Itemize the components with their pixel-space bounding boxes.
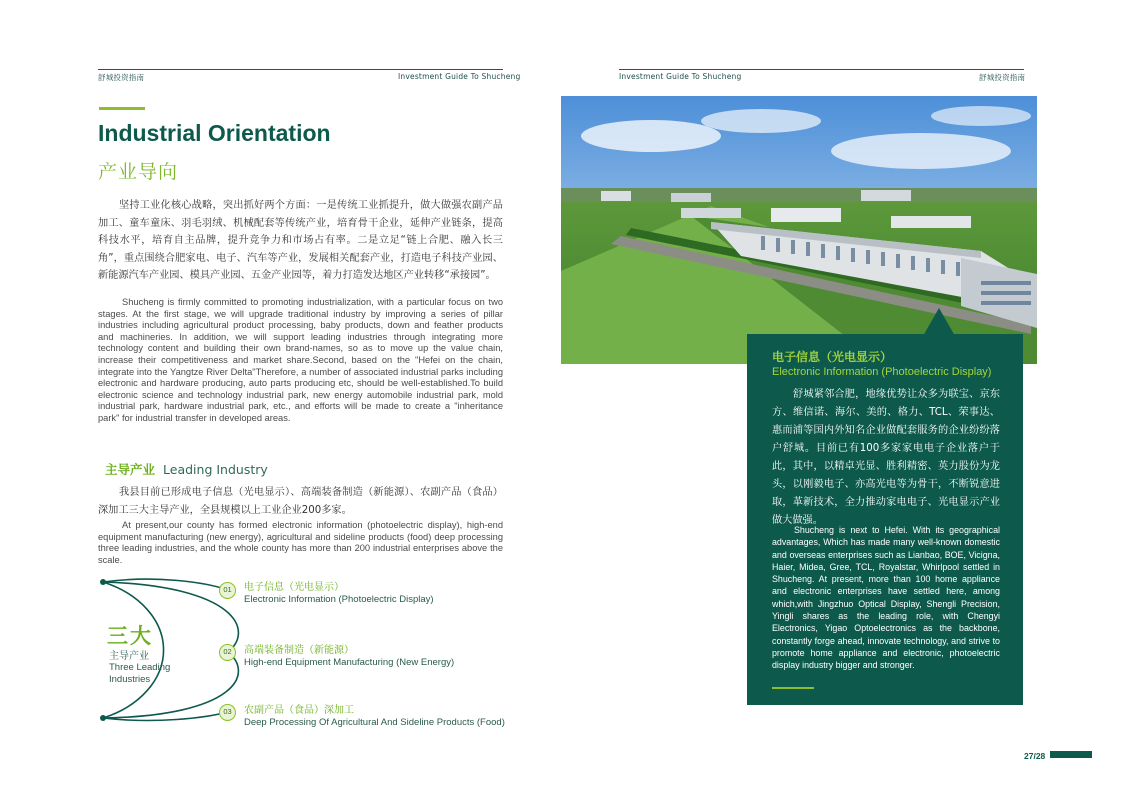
panel-pointer [923,308,955,336]
page-title-en: Industrial Orientation [98,120,331,146]
section-title-leading-industry [105,460,268,478]
industry-item-01 [244,578,434,605]
page-number: 27/28 [1024,751,1046,761]
industry-item-01-en: Electronic Information (Photoelectric Display) [244,594,434,605]
diagram-sub-label-en: Three Leading Industries [109,662,171,685]
right-page [561,0,1122,793]
industry-item-02 [244,641,454,668]
header-left-title-cn: 舒城投资指南 [98,73,145,82]
header-right-rule [619,69,1024,70]
panel-paragraph-cn: 舒城紧邻合肥，地缘优势让众多为联宝、京东方、维信诺、海尔、美的、格力、TCL、荣事达、惠而浦等国内外知名企业做配套服务的企业纷纷落户舒城。目前已有100多家家电电子企业落户于此，其中，以精卓光显、胜利精密、英力股份为龙头，以刚毅电子、亦高光电等为骨干，不断锐意进取，革新技术，全力推动家电电子、光电显示产业做大做强。 [772,389,1000,526]
node-02: 02 [219,644,236,661]
industry-item-01-cn: 电子信息（光电显示） [244,582,344,593]
intro-paragraph-en: Shucheng is firmly committed to promoting industrialization, with a particular focus on two stages. At the first stage, we will upgrade traditional industry by improving a series of pillar industries including agricultural product processing, baby products, down and feather products and machineries. In addition, we will support leading industries through integrating more technology content and building their own brand-names, so as to move up the value chain, increase their competitiveness and market share.Second, based on the "Hefei on the chain, integrate into the Yangtze River Delta"Therefore, a number of associated industrial parks including electronic and hardware producing, auto parts producing etc, should be well-established.To build electronic science and technology industrial park, new energy automobile industrial park, mold industrial park, hardware industrial park, etc., and efforts will be made to create a "inheritance park" for industrial transfer in developed areas. [98,297,503,423]
leading-paragraph-cn: 我县目前已形成电子信息（光电显示）、高端装备制造（新能源）、农副产品（食品）深加工三大主导产业，全县规模以上工业企业200多家。 [98,487,503,516]
industry-item-03-cn: 农副产品（食品）深加工 [244,705,354,716]
page-number-bar [1050,751,1092,758]
industry-item-03 [244,701,505,728]
section-title-cn: 主导产业 [105,462,156,477]
electronic-information-panel [747,334,1023,705]
header-right-title-en: Investment Guide To Shucheng [619,72,742,81]
aerial-photo-illustration [561,96,1037,364]
diagram-sub-label-cn: 主导产业 [109,651,149,662]
page-title-cn: 产业导向 [98,161,179,183]
header-left-title-en: Investment Guide To Shucheng [398,72,521,81]
node-01: 01 [219,582,236,599]
intro-paragraph-cn: 坚持工业化核心战略，突出抓好两个方面：一是传统工业抓提升，做大做强农副产品加工、童车童床、羽毛羽绒、机械配套等传统产业，培育骨干企业，延伸产业链条，提高科技水平，培育自主品牌，提升竞争力和市场占有率。二是立足“链上合肥、融入长三角”，重点围绕合肥家电、电子、汽车等产业，发展相关配套产业，打造电子科技产业园、新能源汽车产业园、模具产业园、五金产业园等，着力打造发达地区产业转移“承接园”。 [98,200,503,281]
panel-accent-line [772,687,814,689]
industry-item-03-en: Deep Processing Of Agricultural And Sideline Products (Food) [244,717,505,728]
header-right-title-cn: 舒城投资指南 [979,73,1026,82]
title-accent-bar [99,107,145,110]
section-title-en: Leading Industry [163,462,268,477]
industry-item-02-en: High-end Equipment Manufacturing (New Energy) [244,657,455,668]
leading-paragraph-en: At present,our county has formed electronic information (photoelectric display), high-end equipment manufacturing (new energy), agricultural and sideline products (food) deep processing three leading industries, and the whole county has more than 200 industrial enterprises above the scale. [98,520,503,565]
panel-paragraph-en: Shucheng is next to Hefei. With its geographical advantages, Which has made many well-known domestic and overseas enterprises such as Lianbao, BOE, Vicigna, Haier, Midea, Gree, TCL, Royalstar, Whirlpool settled in Shucheng. At present, more than 100 home appliance and electronic enterprises have settled here, among which,with Jingzhuo Optical Display, Shengli Precision, Yingli shares as the leading role, with Chengyi Electronics, Yigao Optoelectronics as the backbone, constantly forge ahead, innovate technology, and strive to promote home appliance and electronic, photoelectric display industry bigger and stronger. [772,525,1000,671]
header-left-rule [98,69,503,70]
diagram-big-label: 三大 [107,624,153,648]
node-03: 03 [219,704,236,721]
industrial-park-aerial-photo [561,96,1037,364]
three-industries-diagram [95,570,515,730]
panel-title-cn: 电子信息（光电显示） [772,350,893,364]
panel-title-en: Electronic Information (Photoelectric Display) [772,366,992,378]
industry-item-02-cn: 高端装备制造（新能源） [244,645,354,656]
